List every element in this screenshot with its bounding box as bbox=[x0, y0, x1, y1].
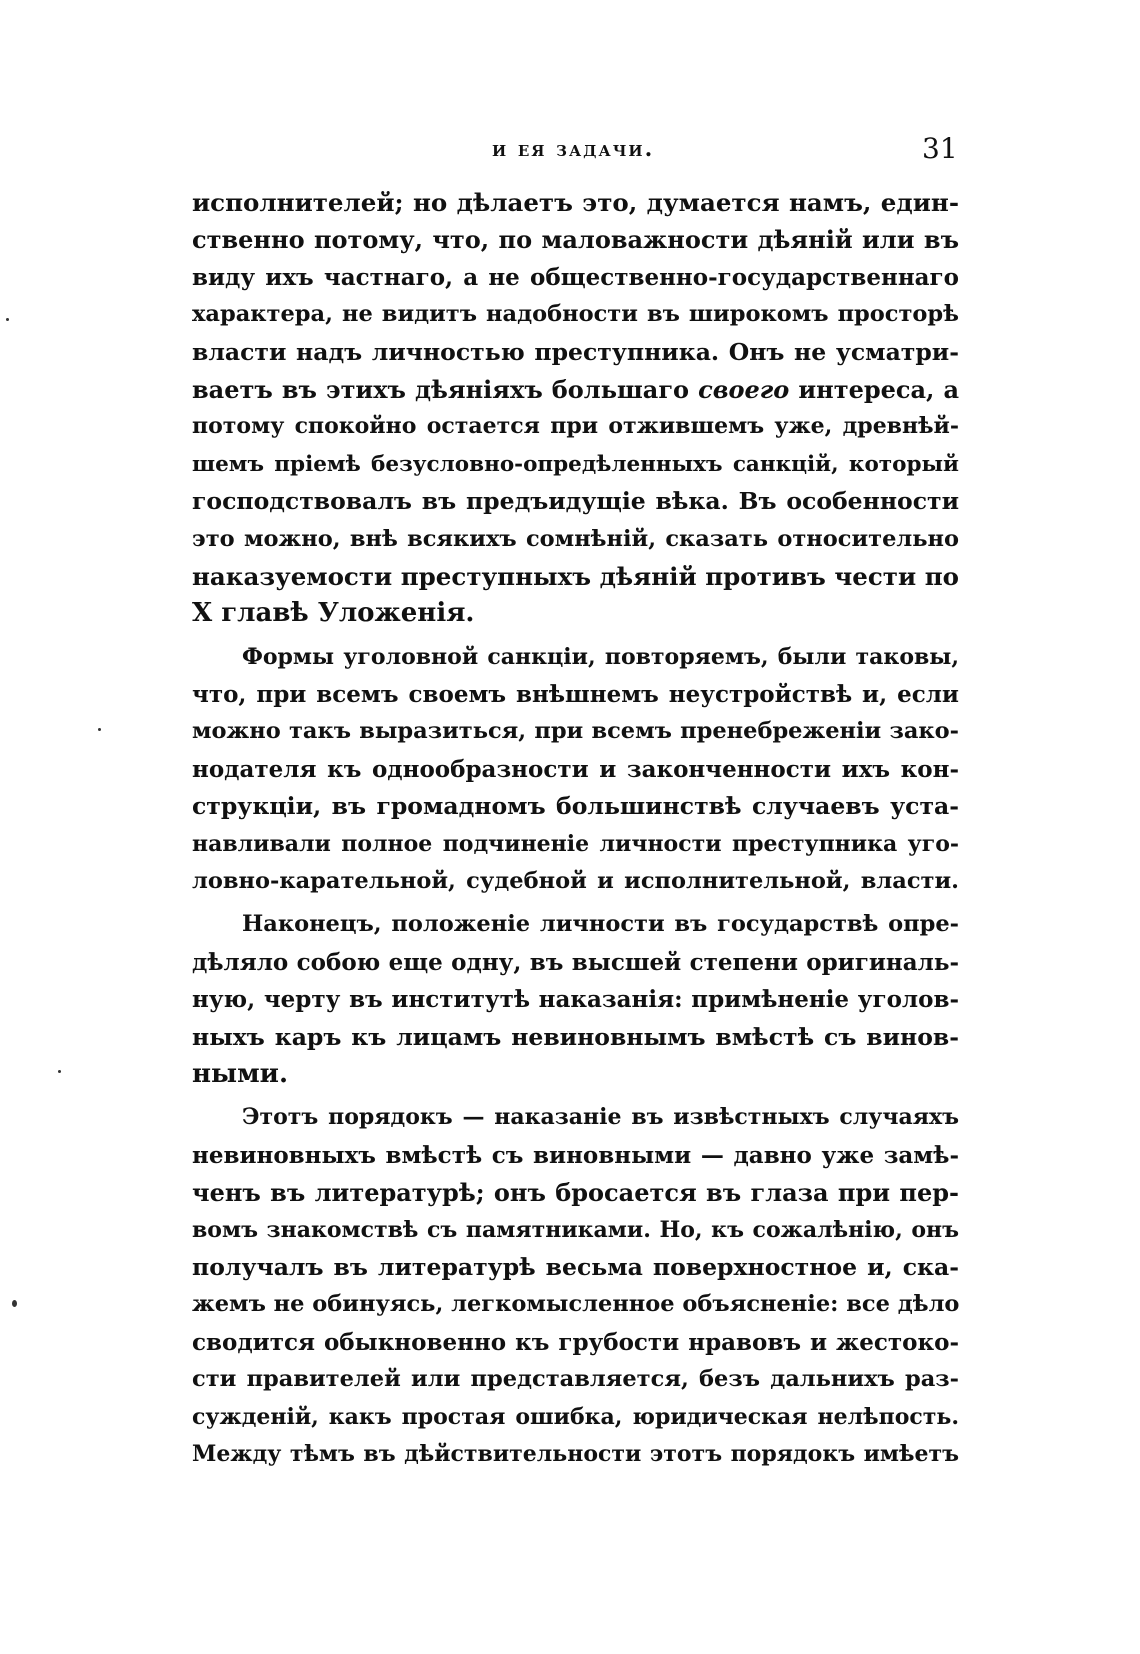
text-line: Этотъ порядокъ — наказаніе въ извѣстныхъ случаяхъ bbox=[242, 1104, 959, 1131]
text-line: Наконецъ, положеніе личности въ государствѣ опре- bbox=[242, 911, 959, 938]
text-line: власти надъ личностью преступника. Онъ не усматри- bbox=[192, 337, 959, 366]
text-line: сводится обыкновенно къ грубости нравовъ и жестоко- bbox=[192, 1328, 959, 1356]
text-line: сти правителей или представляется, безъ дальнихъ раз- bbox=[192, 1366, 959, 1393]
text-segment: интереса, а bbox=[789, 374, 959, 404]
text-line: сужденій, какъ простая ошибка, юридическая нелѣпость. bbox=[192, 1403, 959, 1430]
text-line: получалъ въ литературѣ весьма поверхностное и, ска- bbox=[192, 1252, 959, 1281]
text-segment: ваетъ въ этихъ дѣяніяхъ большаго bbox=[192, 374, 699, 404]
text-line: X главѣ Уложенія. bbox=[192, 598, 475, 629]
text-line: что, при всемъ своемъ внѣшнемъ неустройствѣ и, если bbox=[192, 681, 959, 709]
text-line: ченъ въ литературѣ; онъ бросается въ глаза при пер- bbox=[192, 1178, 959, 1208]
text-line: шемъ пріемѣ безусловно-опредѣленныхъ санкцій, который bbox=[192, 451, 959, 477]
text-line: невиновныхъ вмѣстѣ съ виновными — давно уже замѣ- bbox=[192, 1141, 959, 1169]
paragraph-4 bbox=[192, 1099, 959, 1473]
text-line: ныхъ каръ къ лицамъ невиновнымъ вмѣстѣ съ винов- bbox=[192, 1022, 959, 1051]
paragraph-1 bbox=[192, 184, 959, 633]
text-line: можно такъ выразиться, при всемъ пренебреженіи зако- bbox=[192, 718, 959, 745]
text-line: ную, черту въ институтѣ наказанія: примѣненіе уголов- bbox=[192, 986, 959, 1014]
scan-speck bbox=[58, 1070, 61, 1073]
text-line-with-italic bbox=[192, 371, 959, 408]
paragraph-2 bbox=[192, 639, 959, 901]
text-line: дѣляло собою еще одну, въ высшей степени оригиналь- bbox=[192, 948, 959, 976]
text-line: виду ихъ частнаго, а не общественно-государственнаго bbox=[192, 263, 959, 291]
text-line: наказуемости преступныхъ дѣяній противъ чести по bbox=[192, 561, 959, 591]
body-text bbox=[192, 184, 959, 1473]
paragraph-3 bbox=[192, 906, 959, 1093]
text-line: Формы уголовной санкціи, повторяемъ, были таковы, bbox=[242, 643, 959, 670]
text-line: это можно, внѣ всякихъ сомнѣній, сказать относительно bbox=[192, 525, 959, 552]
text-line: навливали полное подчиненіе личности преступника уго- bbox=[192, 830, 959, 857]
running-title: и ея задачи. bbox=[492, 136, 655, 162]
scan-speck bbox=[98, 728, 101, 731]
text-line: Между тѣмъ въ дѣйствительности этотъ порядокъ имѣетъ bbox=[192, 1440, 959, 1467]
text-line: ловно-карательной, судебной и исполнительной, власти. bbox=[192, 868, 959, 895]
scan-speck bbox=[6, 318, 9, 321]
text-line: ственно потому, что, по маловажности дѣяній или въ bbox=[192, 225, 959, 255]
text-line: струкціи, въ громадномъ большинствѣ случаевъ уста- bbox=[192, 792, 959, 821]
text-line: ными. bbox=[192, 1058, 289, 1089]
scan-speck bbox=[12, 1300, 17, 1307]
page-number: 31 bbox=[922, 132, 958, 165]
text-line: жемъ не обинуясь, легкомысленное объясненіе: все дѣло bbox=[192, 1291, 960, 1318]
text-line: нодателя къ однообразности и законченности ихъ кон- bbox=[192, 755, 959, 783]
text-line: потому спокойно остается при отжившемъ уже, древнѣй- bbox=[192, 413, 959, 440]
text-line: характера, не видитъ надобности въ широкомъ просторѣ bbox=[192, 301, 959, 328]
italic-word: своего bbox=[698, 374, 790, 404]
text-line: исполнителей; но дѣлаетъ это, думается намъ, един- bbox=[192, 188, 959, 217]
text-line: вомъ знакомствѣ съ памятниками. Но, къ сожалѣнію, онъ bbox=[192, 1216, 959, 1243]
text-line: господствовалъ въ предъидущіе вѣка. Въ особенности bbox=[192, 487, 959, 516]
running-head bbox=[0, 132, 1140, 176]
